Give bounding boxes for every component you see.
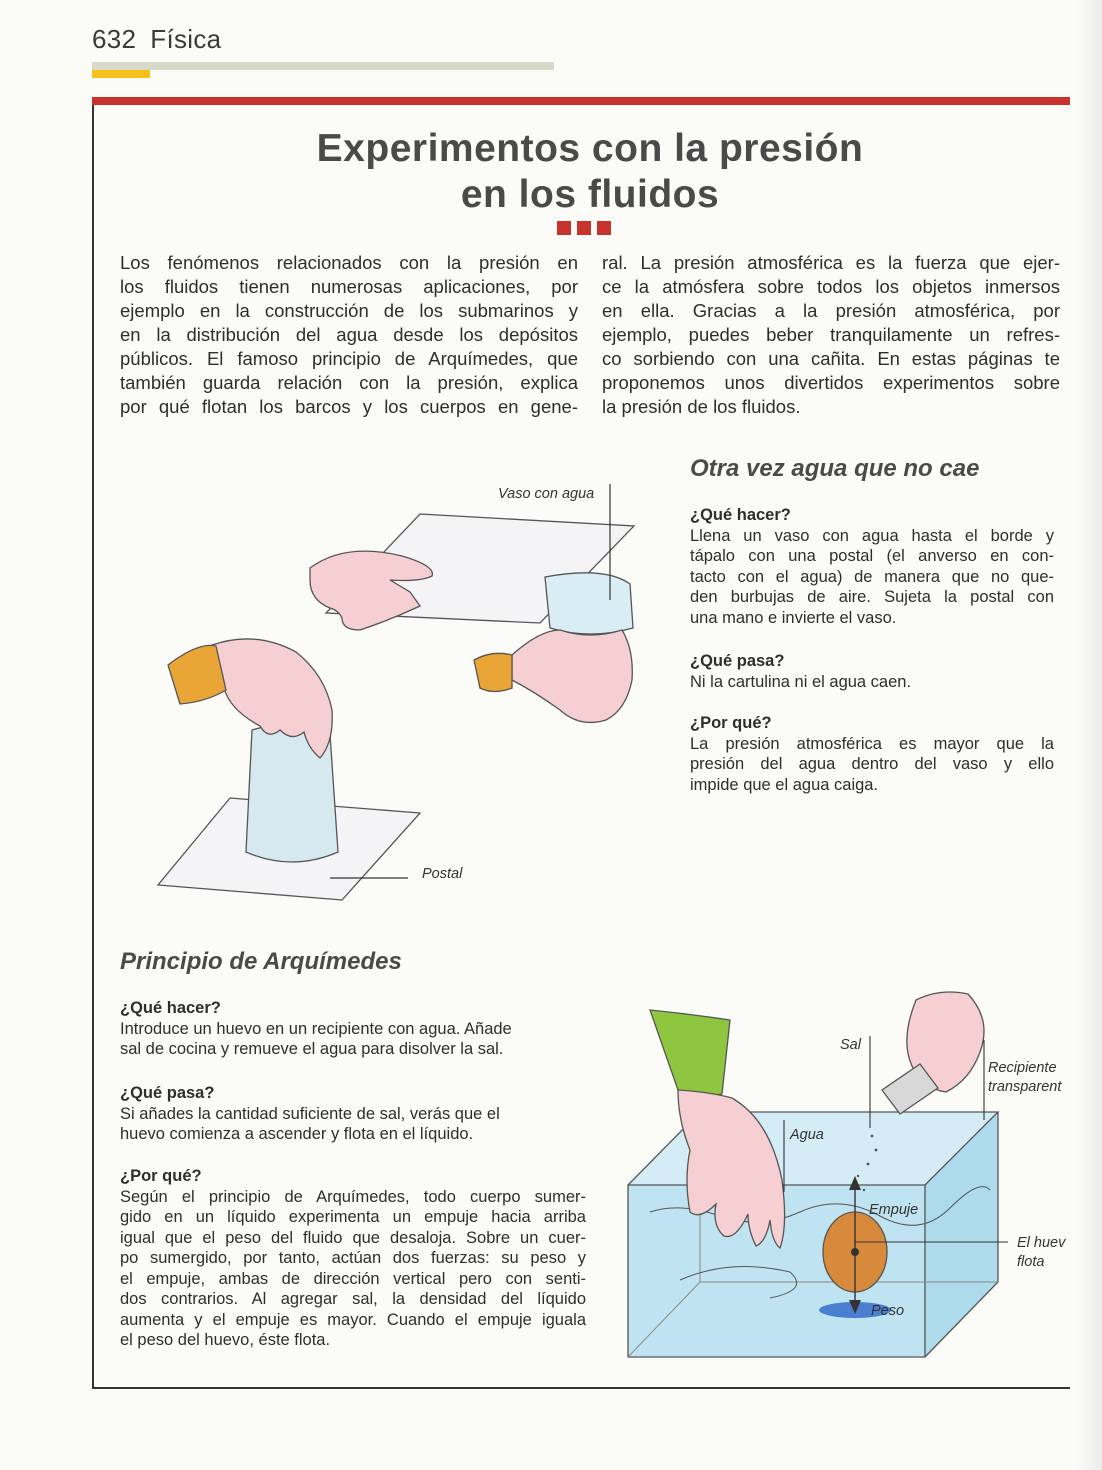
- label-container-line2: transparent: [988, 1079, 1062, 1095]
- label-container: [988, 1059, 1061, 1097]
- experiment2-title: Principio de Arquímedes: [120, 948, 402, 975]
- red-square-icon: [577, 221, 591, 235]
- frame-bottom-border: [92, 1387, 1070, 1389]
- intro-line: en ella. Gracias a la presión atmosférica, por: [602, 300, 1060, 321]
- green-sleeve: [650, 1010, 730, 1095]
- answer-line: presión del agua dentro del vaso y ello: [690, 755, 1054, 773]
- page-number: 632: [92, 24, 137, 54]
- glass-top: [545, 573, 633, 634]
- title-line-2: en los fluidos: [460, 173, 720, 216]
- label-egg-line1: El huev: [1017, 1235, 1066, 1251]
- answer-line: impide que el agua caiga.: [690, 775, 879, 794]
- header-bar: [92, 62, 554, 70]
- answer-line: huevo comienza a ascender y flota en el líquido.: [120, 1125, 474, 1143]
- page-title: [120, 126, 1060, 218]
- experiment2-what-happens: [120, 1083, 590, 1145]
- label-postcard: Postal: [422, 866, 463, 882]
- answer-line: tacto con el agua) de manera que no que-: [690, 567, 1054, 586]
- page-header: [92, 24, 221, 55]
- intro-line: ral. La presión atmosférica es la fuerza que ejer-: [602, 252, 1060, 273]
- title-line-1: Experimentos con la presión: [316, 127, 864, 170]
- question-heading: ¿Qué hacer?: [120, 999, 221, 1017]
- answer-line: dos contrarios. Al agregar sal, la densidad del líquido: [120, 1290, 586, 1308]
- intro-line: también guarda relación con la presión, explica: [120, 372, 578, 393]
- intro-line: en la distribución del agua desde los depósitos: [120, 324, 578, 345]
- title-squares-icon: [557, 221, 611, 235]
- answer-line: Según el principio de Arquímedes, todo cuerpo sumer-: [120, 1187, 586, 1206]
- question-heading: ¿Qué hacer?: [690, 506, 791, 524]
- experiment1-why: [690, 713, 1054, 795]
- answer-line: Ni la cartulina ni el agua caen.: [690, 672, 912, 691]
- answer-line: igual que el peso del fluido que desaloja. Sobre un cuer-: [120, 1228, 586, 1247]
- page-edge-shadow: [1076, 0, 1102, 1470]
- label-glass: Vaso con agua: [498, 486, 595, 502]
- intro-line: ce la atmósfera sobre todos los objetos inmersos: [602, 276, 1060, 297]
- intro-line: la presión de los fluidos.: [602, 396, 801, 417]
- answer-line: el peso del huevo, éste flota.: [120, 1331, 331, 1349]
- hand-right: [512, 630, 632, 722]
- intro-line: proponemos unos divertidos experimentos sobre: [602, 372, 1060, 393]
- label-buoyancy: Empuje: [869, 1202, 919, 1218]
- experiment1-what-to-do: [690, 505, 1054, 628]
- answer-line: una mano e invierte el vaso.: [690, 608, 897, 627]
- answer-line: Llena un vaso con agua hasta el borde y: [690, 526, 1054, 545]
- question-heading: ¿Qué pasa?: [690, 652, 785, 670]
- red-square-icon: [557, 221, 571, 235]
- intro-line: ejemplo, puedes beber tranquilamente un refres-: [602, 324, 1060, 345]
- label-water: Agua: [790, 1127, 824, 1143]
- red-rule: [92, 97, 1070, 105]
- label-salt: Sal: [840, 1037, 861, 1053]
- label-weight: Peso: [871, 1303, 905, 1319]
- intro-line: públicos. El famoso principio de Arquímedes, que: [120, 348, 578, 369]
- answer-line: tápalo con una postal (el anverso en con-: [690, 547, 1054, 565]
- intro-line: co sorbiendo con una cañita. En estas páginas te: [602, 348, 1060, 369]
- intro-line: por qué flotan los barcos y los cuerpos en gene-: [120, 396, 578, 417]
- intro-line: Los fenómenos relacionados con la presión en: [120, 252, 578, 273]
- experiment2-why: [120, 1166, 586, 1351]
- answer-line: po sumergido, por tanto, actúan dos fuerzas: su peso y: [120, 1249, 586, 1267]
- experiment1-what-happens: [690, 651, 1054, 692]
- label-egg: [1017, 1234, 1065, 1272]
- answer-line: aumenta y el empuje es mayor. Cuando el empuje iguala: [120, 1310, 586, 1329]
- cuff-left: [168, 645, 226, 704]
- section-name: Física: [150, 24, 222, 54]
- label-container-line1: Recipiente: [988, 1060, 1057, 1076]
- frame-left-border: [92, 105, 94, 1389]
- answer-line: gido en un líquido experimenta un empuje hacia arriba: [120, 1208, 586, 1226]
- red-square-icon: [597, 221, 611, 235]
- header-bar-accent: [92, 70, 150, 78]
- cuff-right: [474, 653, 512, 691]
- experiment2-what-to-do: [120, 998, 590, 1060]
- glass-postcard-illustration: [120, 480, 660, 910]
- intro-right-column: [602, 251, 1060, 419]
- intro-left-column: [120, 251, 578, 419]
- question-heading: ¿Qué pasa?: [120, 1084, 215, 1102]
- answer-line: La presión atmosférica es mayor que la: [690, 734, 1054, 753]
- answer-line: el empuje, ambas de dirección vertical pero con senti-: [120, 1269, 586, 1288]
- label-egg-line2: flota: [1017, 1254, 1045, 1270]
- answer-line: Introduce un huevo en un recipiente con agua. Añade: [120, 1019, 512, 1038]
- answer-line: Si añades la cantidad suficiente de sal, verás que el: [120, 1104, 500, 1123]
- answer-line: den burbujas de aire. Sujeta la postal con: [690, 588, 1054, 606]
- intro-line: los fluidos tienen numerosas aplicaciones, por: [120, 276, 578, 297]
- question-heading: ¿Por qué?: [690, 714, 772, 732]
- answer-line: sal de cocina y remueve el agua para disolver la sal.: [120, 1040, 504, 1058]
- experiment1-title: Otra vez agua que no cae: [690, 455, 980, 482]
- intro-line: ejemplo en la construcción de los submarinos y: [120, 300, 578, 321]
- question-heading: ¿Por qué?: [120, 1167, 202, 1185]
